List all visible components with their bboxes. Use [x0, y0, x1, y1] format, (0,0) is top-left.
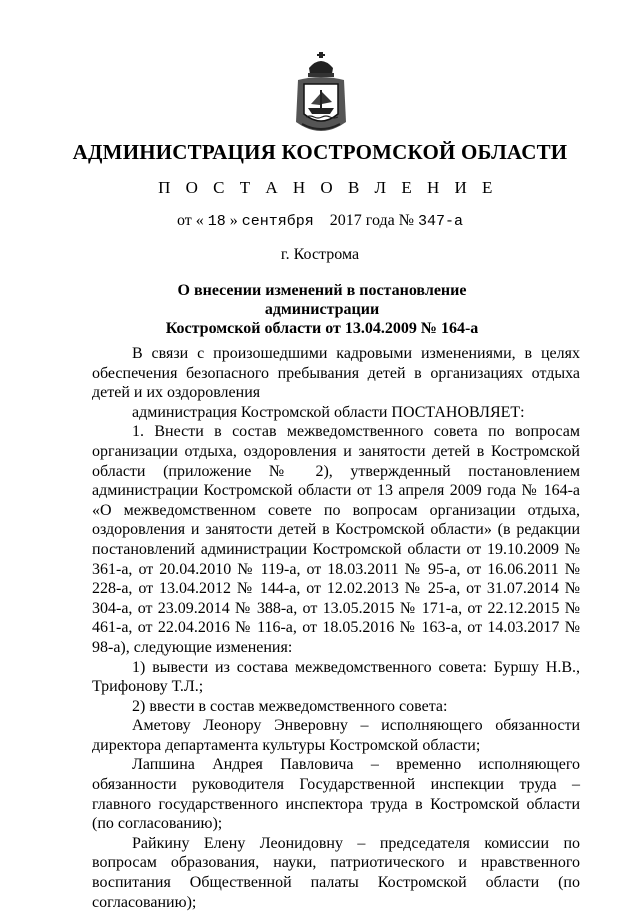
document-type: П О С Т А Н О В Л Е Н И Е — [158, 178, 498, 197]
date-mid: » — [229, 212, 238, 229]
document-number: 347-а — [418, 213, 464, 230]
paragraph-member-lapshin: Лапшина Андрея Павловича – временно исполняющего обязанности руководителя Государственной инспекции труда – главного государственного инспектора труда в Костромской области (по согласованию); — [92, 756, 580, 833]
paragraph-member-ametova: Аметову Леонору Энверовну – исполняющего обязанности директора департамента культуры Костромской области; — [92, 717, 580, 754]
document-date-line — [0, 212, 640, 230]
document-body — [92, 344, 580, 912]
organization-name: АДМИНИСТРАЦИЯ КОСТРОМСКОЙ ОБЛАСТИ — [72, 140, 568, 164]
document-title — [130, 281, 514, 338]
title-line-1: О внесении изменений в постановление администрации — [177, 282, 467, 318]
paragraph-resolves: администрация Костромской области ПОСТАНОВЛЯЕТ: — [132, 403, 525, 421]
date-day: 18 — [207, 213, 226, 230]
paragraph-remove: 1) вывести из состава межведомственного совета: Буршу Н.В., Трифонову Т.Л.; — [92, 658, 580, 696]
paragraph-item-1: 1. Внести в состав межведомственного совета по вопросам организации отдыха, оздоровления и занятости детей в Костромской области (приложение № 2), утвержденный постановлением администрации Костромской области от 13 апреля 2009 года № 164-а «О межведомственном совете по вопросам организации отдыха, оздоровления и занятости детей в Костромской области» (в редакции постановлений администрации Костромской области от 19.10.2009 № 361-а, от 20.04.2010 № 119-а, от 18.03.2011 № 95-а, от 16.06.2011 № 228-а, от 13.04.2012 № 144-а, от 12.02.2013 № 25-а, от 31.07.2014 № 304-а, от 23.09.2014 № 388-а, от 13.05.2015 № 171-а, от 22.12.2015 № 461-а, от 22.04.2016 № 116-а, от 18.05.2016 № 163-а, от 14.03.2017 № 98-а), следующие изменения: — [92, 423, 580, 656]
date-prefix: от « — [176, 212, 204, 229]
date-year: 2017 года № — [329, 212, 414, 229]
coat-of-arms-icon — [292, 50, 350, 136]
date-month: сентября — [241, 213, 314, 230]
city: г. Кострома — [280, 246, 360, 263]
paragraph-preamble: В связи с произошедшими кадровыми изменениями, в целях обеспечения безопасного пребывания детей в организациях отдыха детей и их оздоровления — [92, 345, 580, 402]
paragraph-add: 2) ввести в состав межведомственного совета: — [132, 697, 448, 715]
title-line-2: Костромской области от 13.04.2009 № 164-а — [165, 320, 479, 337]
paragraph-member-raikina: Райкину Елену Леонидовну – председателя комиссии по вопросам образования, науки, патриотического и нравственного воспитания Общественной палаты Костромской области (по согласованию); — [92, 834, 580, 911]
